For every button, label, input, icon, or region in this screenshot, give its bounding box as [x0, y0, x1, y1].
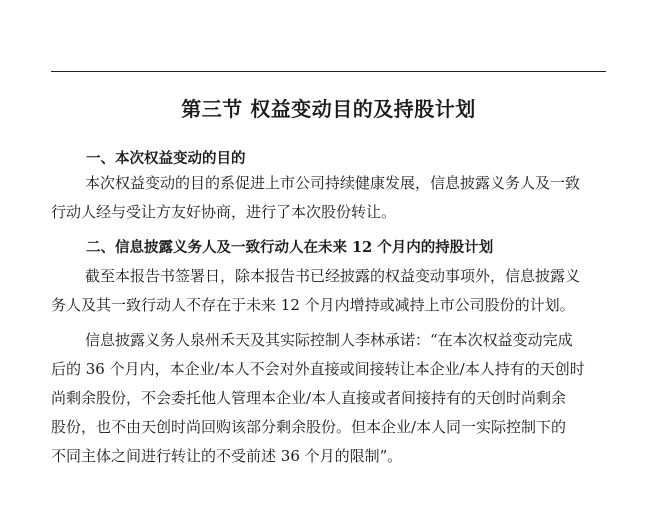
paragraph-line: 截至本报告书签署日，除本报告书已经披露的权益变动事项外，信息披露义 [85, 267, 581, 285]
paragraph-line: 不同主体之间进行转让的不受前述 36 个月的限制”。 [51, 447, 403, 465]
paragraph-line: 行动人经与受让方友好协商，进行了本次股份转让。 [51, 203, 397, 221]
section-title: 第三节 权益变动目的及持股计划 [181, 97, 476, 121]
paragraph-purpose [51, 169, 611, 227]
paragraph-line: 股份，也不由天创时尚回购该部分剩余股份。但本企业/本人同一实际控制下的 [51, 418, 567, 436]
paragraph-line: 后的 36 个月内，本企业/本人不会对外直接或间接转让本企业/本人持有的天创时 [51, 360, 585, 378]
paragraph-holding-plan [51, 262, 611, 320]
heading-purpose: 一、本次权益变动的目的 [86, 150, 246, 167]
heading-holding-plan: 二、信息披露义务人及一致行动人在未来 12 个月内的持股计划 [86, 239, 494, 256]
header-rule [51, 71, 606, 72]
paragraph-line: 信息披露义务人泉州禾天及其实际控制人李林承诺：“在本次权益变动完成 [85, 331, 573, 349]
paragraph-line: 务人及其一致行动人不存在于未来 12 个月内增持或减持上市公司股份的计划。 [51, 296, 575, 314]
paragraph-line: 尚剩余股份，不会委托他人管理本企业/本人直接或者间接持有的天创时尚剩余 [51, 389, 567, 407]
paragraph-line: 本次权益变动的目的系促进上市公司持续健康发展，信息披露义务人及一致 [85, 174, 581, 192]
paragraph-commitment [51, 326, 611, 471]
